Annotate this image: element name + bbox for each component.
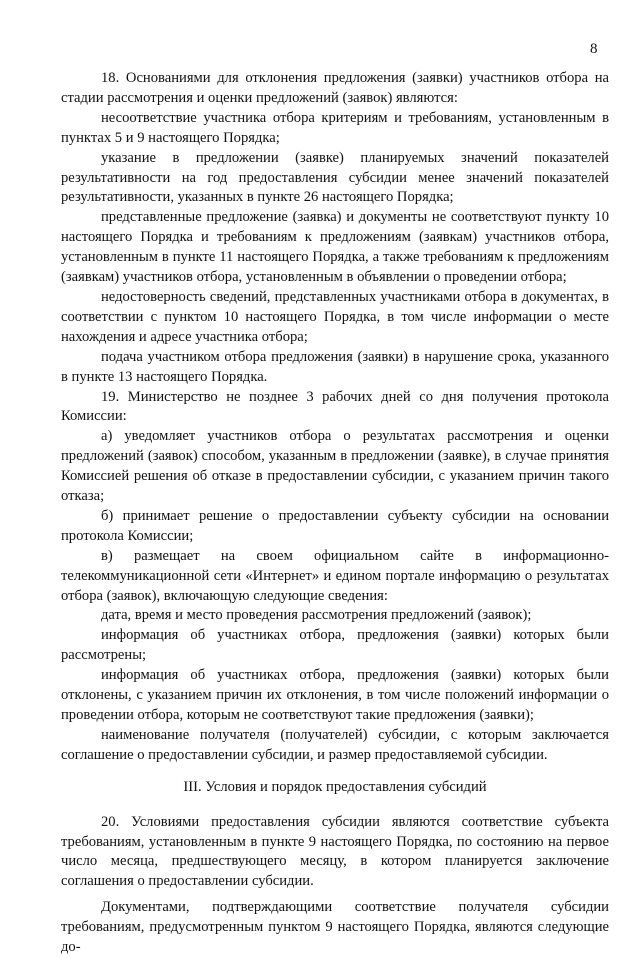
paragraph: 18. Основаниями для отклонения предложения (заявки) участников отбора на стадии рассмотрения и оценки предложений (заявок) являются: — [61, 70, 609, 106]
section-heading: III. Условия и порядок предоставления субсидий — [183, 778, 487, 795]
paragraph: представленные предложение (заявка) и документы не соответствуют пункту 10 настоящего Порядка и требованиям к предложениям (заявкам) участников отбора, установленным в пункте 11 настоящего Порядка, а также требованиям к предложениям (заявкам) участников отбора, установленным в объявлении о проведении отбора; — [61, 209, 609, 286]
page-number: 8 — [590, 41, 598, 57]
document-body — [61, 69, 609, 958]
paragraph: 19. Министерство не позднее 3 рабочих дней со дня получения протокола Комиссии: — [61, 388, 609, 425]
paragraph: информация об участниках отбора, предложения (заявки) которых были отклонены, с указанием причин их отклонения, в том числе положений информации о проведении отбора, которым не соответствуют такие предложения (заявки); — [61, 667, 609, 723]
paragraph: подача участником отбора предложения (заявки) в нарушение срока, указанного в пункте 13 настоящего Порядка. — [61, 348, 609, 385]
paragraph: дата, время и место проведения рассмотрения предложений (заявок); — [101, 607, 532, 624]
paragraph: недостоверность сведений, представленных участниками отбора в документах, в соответствии с пунктом 10 настоящего Порядка, в том числе информации о месте нахождения и адресе участника отбора; — [61, 288, 609, 345]
paragraph: Документами, подтверждающими соответствие получателя субсидии требованиям, предусмотренным пунктом 9 настоящего Порядка, являются следующие до- — [61, 899, 609, 956]
paragraph: б) принимает решение о предоставлении субъекту субсидии на основании протокола Комиссии; — [61, 507, 609, 544]
paragraph: 20. Условиями предоставления субсидии являются соответствие субъекта требованиям, установленным в пункте 9 настоящего Порядка, по состоянию на первое число месяца, предшествующего месяцу, в котором планируется заключение соглашения о предоставлении субсидии. — [61, 813, 609, 890]
paragraph: несоответствие участника отбора критериям и требованиям, установленным в пунктах 5 и 9 настоящего Порядка; — [61, 109, 609, 146]
paragraph: а) уведомляет участников отбора о результатах рассмотрения и оценки предложений (заявок) способом, указанным в предложении (заявке), в случае принятия Комиссией решения об отказе в предоставлении субсидии, с указанием причин такого отказа; — [61, 428, 609, 505]
paragraph: в) размещает на своем официальном сайте в информационно-телекоммуникационной сети «Интернет» и едином портале информацию о результатах отбора (заявок), включающую следующие сведения: — [61, 547, 609, 604]
paragraph: информация об участниках отбора, предложения (заявки) которых были рассмотрены; — [61, 627, 609, 664]
paragraph: указание в предложении (заявке) планируемых значений показателей результативности на год предоставления субсидии менее значений показателей результативности, указанных в пункте 26 настоящего Порядка; — [61, 149, 609, 206]
paragraph: наименование получателя (получателей) субсидии, с которым заключается соглашение о предоставлении субсидии, и размер предоставляемой субсидии. — [61, 726, 609, 763]
